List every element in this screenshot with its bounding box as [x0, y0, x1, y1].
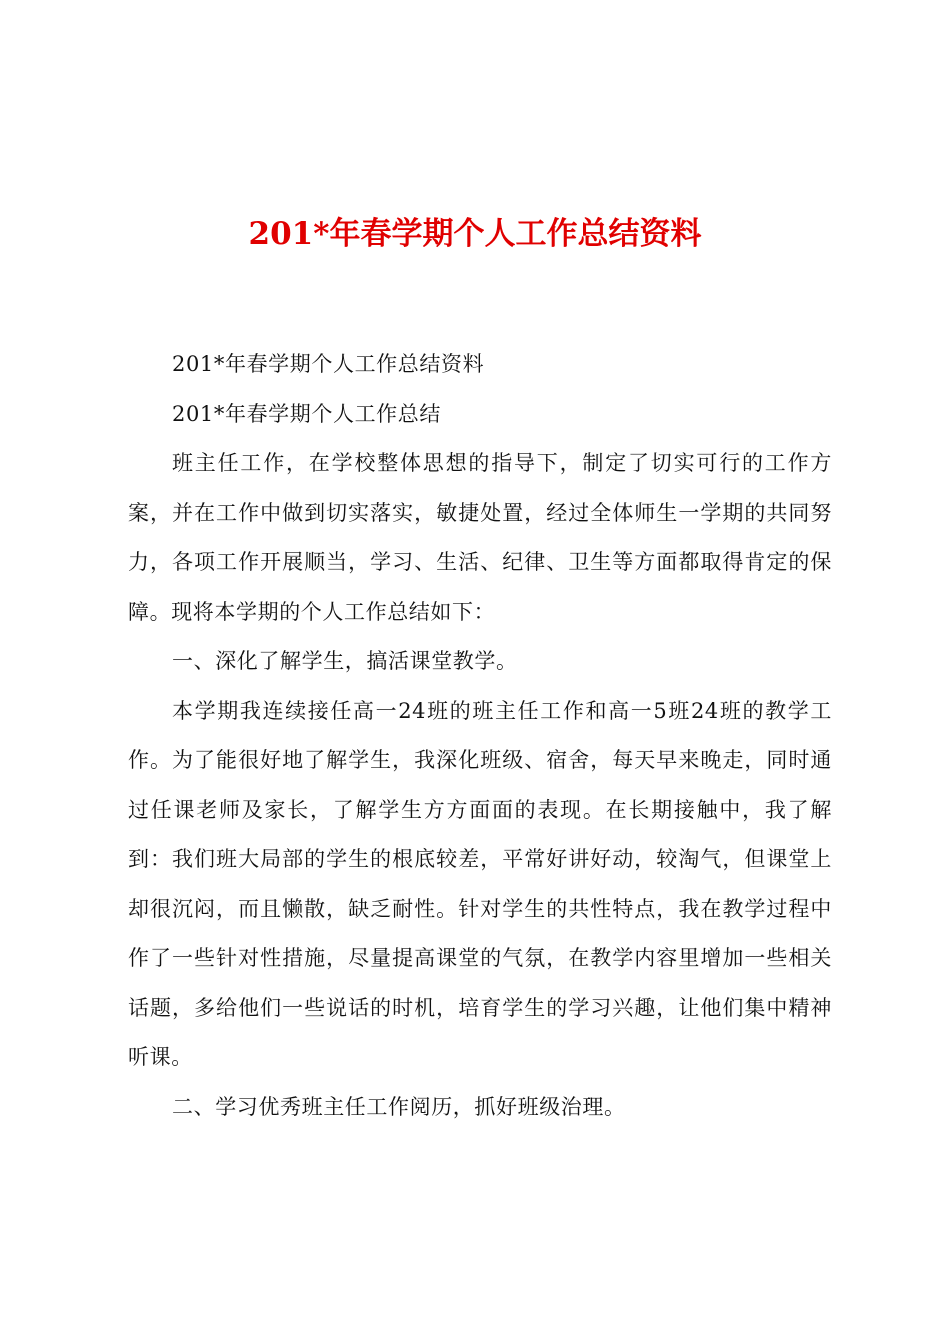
document-title: 201*年春学期个人工作总结资料: [248, 216, 702, 252]
paragraph-section-1: 本学期我连续接任高一24班的班主任工作和高一5班24班的教学工作。为了能很好地了解学生，我深化班级、宿舍，每天早来晚走，同时通过任课老师及家长，了解学生方方面面的表现。在长期接触中，我了解到：我们班大局部的学生的根底较差，平常好讲好动，较淘气，但课堂上却很沉闷，而且懒散，缺乏耐性。针对学生的共性特点，我在教学过程中作了一些针对性措施，尽量提高课堂的气氛，在教学内容里增加一些相关话题，多给他们一些说话的时机，培育学生的学习兴趣，让他们集中精神听课。: [128, 698, 832, 1069]
paragraph-intro: 班主任工作，在学校整体思想的指导下，制定了切实可行的工作方案，并在工作中做到切实落实，敏捷处置，经过全体师生一学期的共同努力，各项工作开展顺当，学习、生活、纪律、卫生等方面都取得肯定的保障。现将本学期的个人工作总结如下：: [128, 451, 832, 624]
paragraph-heading-repeat: 201*年春学期个人工作总结资料: [172, 352, 485, 376]
paragraph-subtitle: 201*年春学期个人工作总结: [172, 401, 441, 426]
document-body: [128, 340, 832, 1132]
section-heading-1: 一、深化了解学生，搞活课堂教学。: [172, 649, 518, 673]
section-heading-2: 二、学习优秀班主任工作阅历，抓好班级治理。: [172, 1094, 626, 1119]
